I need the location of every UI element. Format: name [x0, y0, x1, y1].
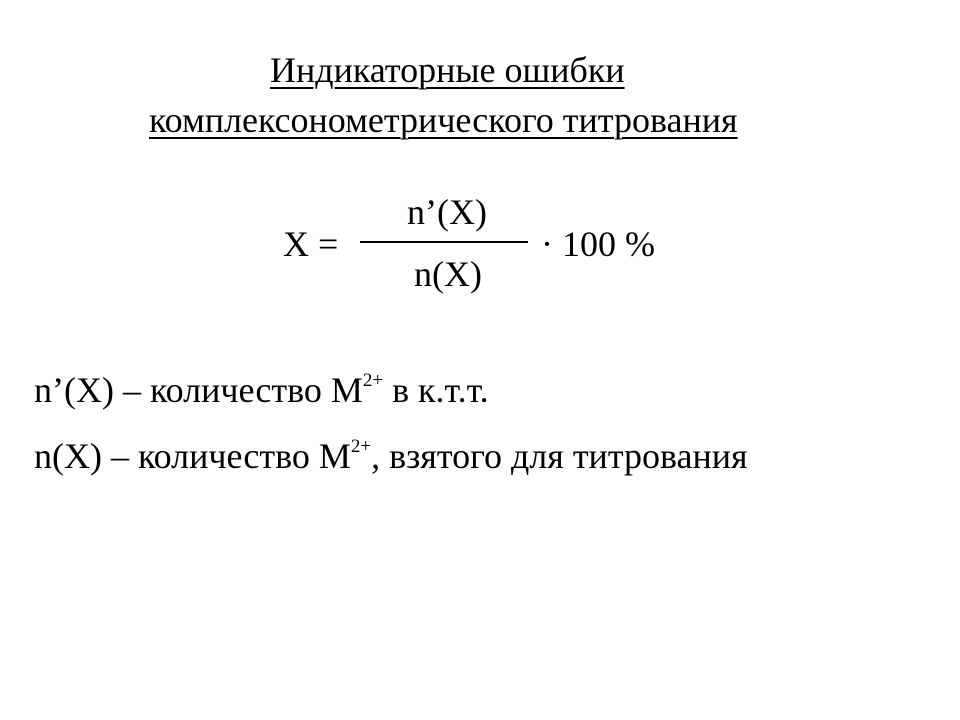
definition-dash: – — [101, 436, 138, 476]
formula-multiplier: · 100 % — [541, 224, 655, 264]
definition-dash: – — [113, 370, 150, 410]
slide-title-line-1: Индикаторные ошибки — [270, 50, 625, 90]
definition-line-2 — [34, 436, 748, 476]
definition-text-end: в к.т.т. — [383, 370, 489, 410]
formula-denominator: n(X) — [414, 254, 482, 294]
fraction-bar — [360, 241, 528, 243]
charge-superscript: 2+ — [362, 370, 384, 391]
definition-text: количество М — [149, 370, 363, 410]
slide-title-line-2: комплексонометрического титрования — [149, 100, 738, 140]
formula-numerator: n’(X) — [407, 192, 487, 232]
definition-term: n(X) — [34, 436, 102, 476]
formula-left-side: X = — [283, 224, 339, 264]
definition-term: n’(X) — [34, 370, 114, 410]
definition-line-1 — [34, 370, 489, 410]
definition-text-end: , взятого для титрования — [371, 436, 748, 476]
charge-superscript: 2+ — [350, 436, 372, 457]
definition-text: количество М — [137, 436, 351, 476]
